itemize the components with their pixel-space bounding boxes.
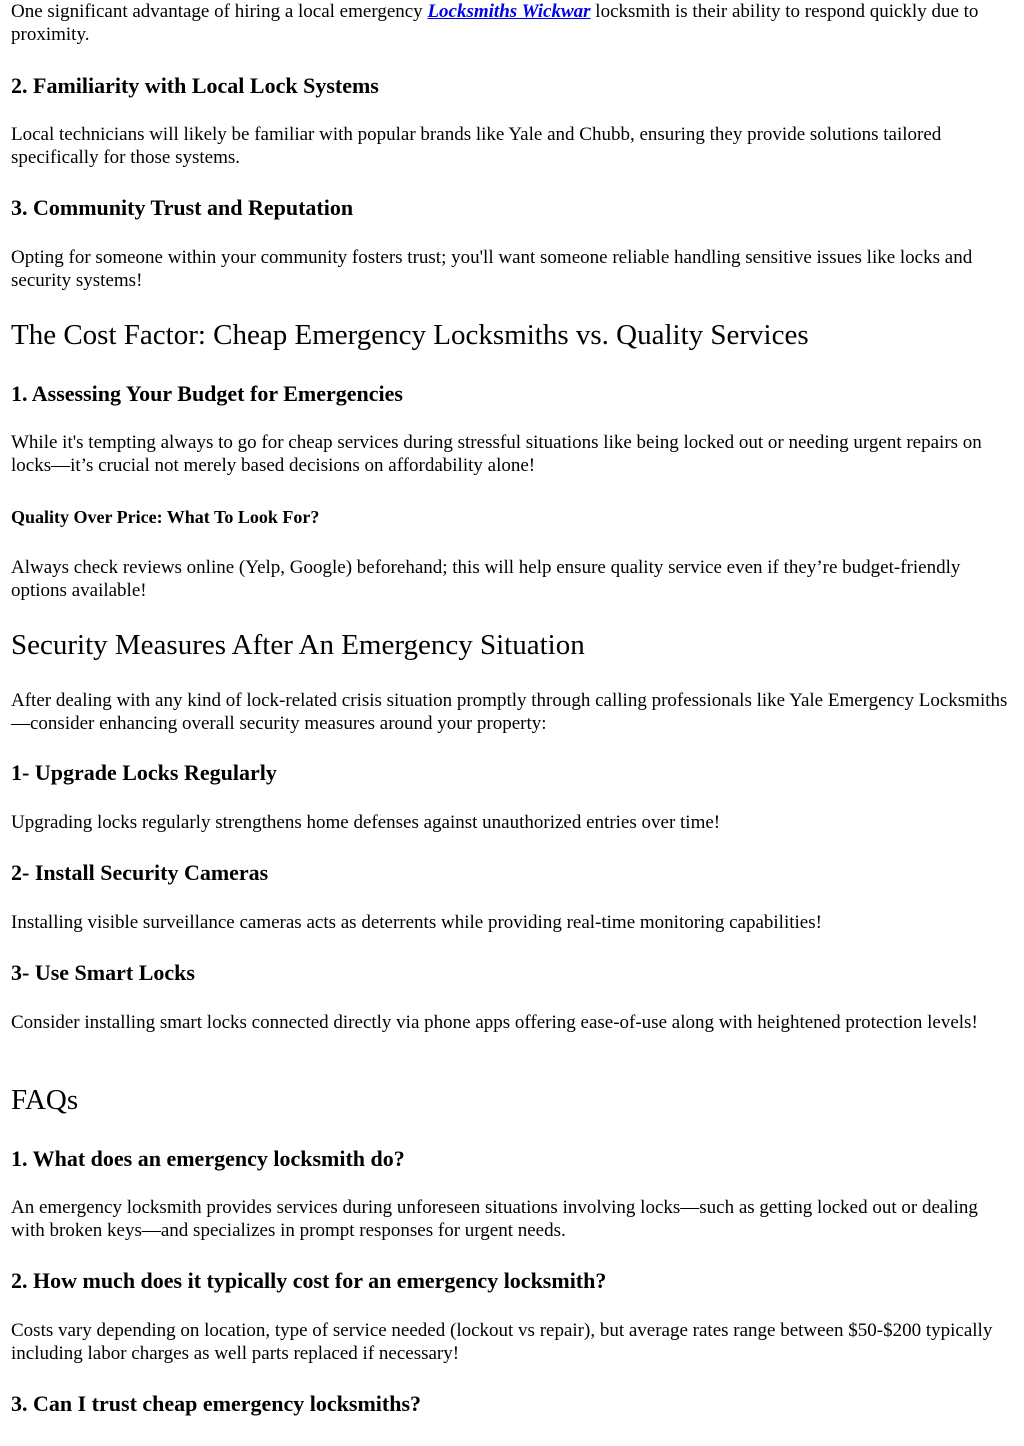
faq-question-3: 3. Can I trust cheap emergency locksmiths? bbox=[11, 1391, 422, 1416]
faq-answer-2: Costs vary depending on location, type of service needed (lockout vs repair), but average rates range between $50-$200 typically including labor charges as well parts replaced if necessary! bbox=[11, 1320, 993, 1364]
trust-paragraph: Opting for someone within your community fosters trust; you'll want someone reliable handling sensitive issues like locks and security systems! bbox=[11, 247, 973, 291]
faqs-heading: FAQs bbox=[11, 1084, 79, 1116]
faq-question-2: 2. How much does it typically cost for an emergency locksmith? bbox=[11, 1268, 607, 1293]
budget-paragraph: While it's tempting always to go for cheap services during stressful situations like being locked out or needing urgent repairs on locks—it’s crucial not merely based decisions on affordability alone! bbox=[11, 432, 982, 476]
faq-answer-1: An emergency locksmith provides services during unforeseen situations involving locks—such as getting locked out or dealing with broken keys—and specializes in prompt responses for urgent needs. bbox=[11, 1197, 978, 1241]
security-intro-paragraph: After dealing with any kind of lock-related crisis situation promptly through calling professionals like Yale Emergency Locksmiths—consider enhancing overall security measures around your property: bbox=[11, 690, 1008, 734]
locksmiths-wickwar-link[interactable]: Locksmiths Wickwar bbox=[427, 1, 591, 22]
security-measures-heading: Security Measures After An Emergency Situation bbox=[11, 629, 585, 661]
smart-locks-heading: 3- Use Smart Locks bbox=[11, 960, 195, 985]
familiarity-paragraph: Local technicians will likely be familiar with popular brands like Yale and Chubb, ensuring they provide solutions tailored specifically for those systems. bbox=[11, 124, 942, 168]
install-cameras-paragraph: Installing visible surveillance cameras acts as deterrents while providing real-time monitoring capabilities! bbox=[11, 912, 822, 933]
cost-factor-heading: The Cost Factor: Cheap Emergency Locksmiths vs. Quality Services bbox=[11, 319, 809, 351]
install-cameras-heading: 2- Install Security Cameras bbox=[11, 860, 269, 885]
intro-text-before: One significant advantage of hiring a local emergency bbox=[11, 1, 428, 22]
intro-text-after: locksmith is their ability to respond quickly due to proximity. bbox=[11, 1, 979, 45]
trust-heading: 3. Community Trust and Reputation bbox=[11, 195, 354, 220]
upgrade-locks-paragraph: Upgrading locks regularly strengthens home defenses against unauthorized entries over time! bbox=[11, 812, 721, 833]
faq-question-1: 1. What does an emergency locksmith do? bbox=[11, 1146, 405, 1171]
smart-locks-paragraph: Consider installing smart locks connected directly via phone apps offering ease-of-use along with heightened protection levels! bbox=[11, 1012, 978, 1033]
quality-heading: Quality Over Price: What To Look For? bbox=[11, 507, 320, 527]
quality-paragraph: Always check reviews online (Yelp, Google) beforehand; this will help ensure quality service even if they’re budget-friendly options available! bbox=[11, 557, 961, 601]
budget-heading: 1. Assessing Your Budget for Emergencies bbox=[11, 381, 403, 406]
upgrade-locks-heading: 1- Upgrade Locks Regularly bbox=[11, 760, 277, 785]
familiarity-heading: 2. Familiarity with Local Lock Systems bbox=[11, 73, 379, 98]
intro-paragraph bbox=[11, 0, 1011, 46]
